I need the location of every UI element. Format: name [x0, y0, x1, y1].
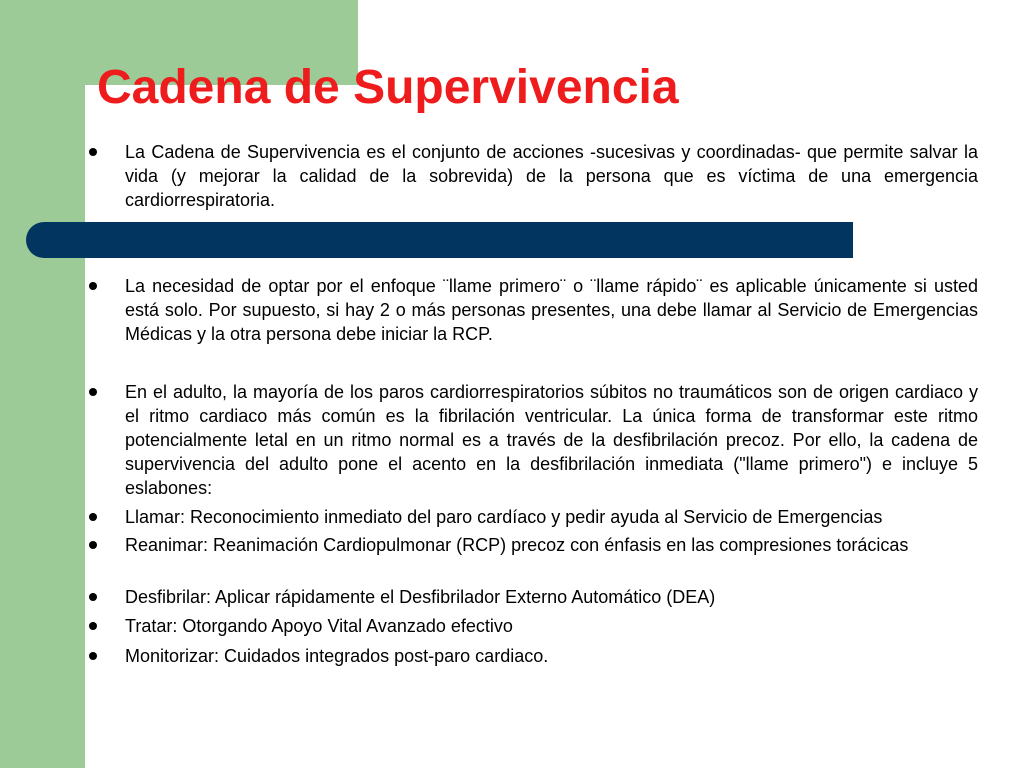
bullet-item: La necesidad de optar por el enfoque ¨llame primero¨ o ¨llame rápido¨ es aplicable únicamente si usted está solo. Por supuesto, si hay 2 o más personas presentes, una debe llamar al Servicio de Emergencias Médicas y la otra persona debe iniciar la RCP.	[125, 276, 978, 344]
decorative-blue-bar	[26, 222, 853, 258]
bullet-item: Llamar: Reconocimiento inmediato del paro cardíaco y pedir ayuda al Servicio de Emergencias	[125, 505, 978, 529]
decorative-green-strip	[0, 0, 85, 768]
bullet-item: Tratar: Otorgando Apoyo Vital Avanzado efectivo	[125, 614, 978, 638]
bullet-item: Monitorizar: Cuidados integrados post-paro cardiaco.	[125, 644, 978, 668]
slide-title: Cadena de Supervivencia	[97, 61, 679, 114]
bullet-item: Reanimar: Reanimación Cardiopulmonar (RCP) precoz con énfasis en las compresiones torácicas	[125, 533, 978, 557]
bullet-item: La Cadena de Supervivencia es el conjunto de acciones -sucesivas y coordinadas- que permite salvar la vida (y mejorar la calidad de la sobrevida) de la persona que es víctima de una emergencia cardiorrespiratoria.	[125, 142, 978, 210]
bullet-item: En el adulto, la mayoría de los paros cardiorrespiratorios súbitos no traumáticos son de origen cardiaco y el ritmo cardiaco más común es la fibrilación ventricular. La única forma de transformar este ritmo potencialmente letal en un ritmo normal es a través de la desfibrilación precoz. Por ello, la cadena de supervivencia del adulto pone el acento en la desfibrilación inmediata ("llame primero") e incluye 5 eslabones:	[125, 382, 978, 498]
bullet-item: Desfibrilar: Aplicar rápidamente el Desfibrilador Externo Automático (DEA)	[125, 585, 978, 609]
